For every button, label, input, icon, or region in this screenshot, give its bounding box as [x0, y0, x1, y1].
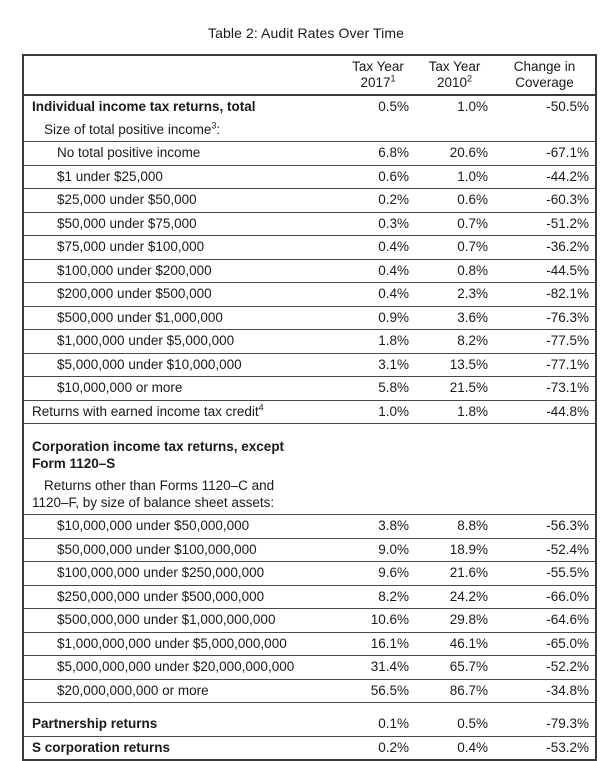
- row-value: -34.8%: [546, 682, 589, 698]
- row-label-line: $100,000,000 under $250,000,000: [57, 565, 265, 580]
- row-value: 0.2%: [378, 739, 409, 755]
- table-row: [23, 283, 596, 307]
- row-label-line: Individual income tax returns, total: [32, 99, 256, 114]
- row-value: 31.4%: [370, 659, 409, 674]
- row-value: 56.5%: [370, 682, 409, 698]
- row-value: 21.6%: [449, 565, 488, 580]
- row-value: 0.4%: [378, 286, 409, 301]
- row-value: 0.4%: [378, 262, 409, 278]
- table-row: [23, 400, 596, 424]
- row-value: 0.3%: [378, 215, 409, 231]
- row-label: [23, 436, 341, 475]
- table-title: Table 2: Audit Rates Over Time: [208, 25, 404, 41]
- row-value: 16.1%: [370, 635, 409, 651]
- header-line: 2017$^1$: [360, 73, 396, 90]
- table-header: [23, 55, 596, 95]
- table-row: [23, 713, 596, 736]
- spacer-row: [23, 424, 596, 437]
- row-value: 0.5%: [378, 99, 409, 114]
- table-row: [23, 475, 596, 515]
- row-label: [23, 400, 341, 424]
- table-row: [23, 656, 596, 680]
- header-tax-year-2017: [341, 55, 415, 95]
- row-label: [23, 562, 341, 586]
- row-label-line: $20,000,000,000 or more: [57, 682, 209, 698]
- table-row: [23, 562, 596, 586]
- table-row: [23, 259, 596, 283]
- audit-table-body: [23, 95, 596, 760]
- row-label: [23, 119, 341, 142]
- row-label-line: Returns other than Forms 1120–C and: [44, 478, 275, 493]
- table-row: [23, 189, 596, 213]
- table-row: [23, 142, 596, 166]
- row-value: 13.5%: [449, 356, 488, 372]
- row-value: 8.8%: [457, 518, 488, 533]
- row-value: -52.4%: [546, 541, 589, 557]
- table-row: [23, 436, 596, 475]
- row-value: 20.6%: [449, 145, 488, 160]
- row-value: 1.0%: [457, 168, 488, 184]
- row-value: -76.3%: [546, 309, 589, 325]
- table-row: [23, 515, 596, 539]
- row-value: -44.5%: [546, 262, 589, 278]
- footnote-marker: 2: [467, 73, 473, 84]
- row-value: -66.0%: [546, 588, 589, 604]
- header-line: Change in: [513, 59, 576, 74]
- row-label: [23, 538, 341, 562]
- row-value: [415, 436, 494, 475]
- row-label-line: Returns with earned income tax credit$^4$: [32, 402, 264, 419]
- row-value: -60.3%: [546, 192, 589, 207]
- row-value: 46.1%: [449, 635, 488, 651]
- row-label-line: S corporation returns: [32, 739, 171, 755]
- row-value: 9.0%: [378, 541, 409, 557]
- row-value: 18.9%: [449, 541, 488, 557]
- row-label: [23, 736, 341, 760]
- row-label: [23, 283, 341, 307]
- table-row: [23, 736, 596, 760]
- row-label-line: $75,000 under $100,000: [57, 239, 205, 254]
- row-value: -52.2%: [546, 659, 589, 674]
- row-value: -73.1%: [546, 380, 589, 395]
- row-label: [23, 377, 341, 401]
- row-value: 0.5%: [457, 716, 488, 731]
- row-value: [341, 119, 415, 142]
- row-value: -53.2%: [546, 739, 589, 755]
- row-label: [23, 165, 341, 189]
- header-label-cell: [23, 55, 341, 95]
- audit-rates-table: [22, 54, 597, 761]
- row-value: -67.1%: [546, 145, 589, 160]
- table-row: [23, 538, 596, 562]
- row-label-line: $500,000 under $1,000,000: [57, 309, 223, 325]
- row-label: [23, 189, 341, 213]
- row-value: 0.8%: [457, 262, 488, 278]
- row-value: -44.2%: [546, 168, 589, 184]
- row-value: 0.7%: [457, 215, 488, 231]
- header-line: 2010$^2$: [436, 73, 473, 90]
- footnote-marker: 1: [390, 73, 396, 84]
- row-value: 21.5%: [449, 380, 488, 395]
- footnote-marker: 4: [258, 402, 264, 412]
- row-label: [23, 306, 341, 330]
- row-label-line: $50,000,000 under $100,000,000: [57, 541, 257, 557]
- row-label: [23, 142, 341, 166]
- row-value: 10.6%: [370, 612, 409, 627]
- row-label-line: $10,000,000 under $50,000,000: [57, 518, 250, 533]
- row-label-line: $1,000,000,000 under $5,000,000,000: [57, 635, 287, 651]
- row-label-line: $500,000,000 under $1,000,000,000: [57, 612, 276, 627]
- row-label-line: Size of total positive income$^3$:: [44, 120, 221, 137]
- row-label-line: $50,000 under $75,000: [57, 215, 197, 231]
- row-value: 86.7%: [449, 682, 488, 698]
- row-value: 5.8%: [378, 380, 409, 395]
- table-row: [23, 119, 596, 142]
- table-row: [23, 353, 596, 377]
- row-label-line: $100,000 under $200,000: [57, 262, 212, 278]
- footnote-marker: 3: [211, 120, 217, 130]
- row-label-line: $1 under $25,000: [57, 168, 163, 184]
- spacer-row: [23, 703, 596, 714]
- row-label: [23, 475, 341, 515]
- table-row: [23, 306, 596, 330]
- row-label: [23, 585, 341, 609]
- table-row: [23, 165, 596, 189]
- row-label-line: $200,000 under $500,000: [57, 286, 212, 301]
- row-value: 8.2%: [378, 588, 409, 604]
- row-label: [23, 330, 341, 354]
- table-row: [23, 330, 596, 354]
- row-label: [23, 609, 341, 633]
- row-value: -65.0%: [546, 635, 589, 651]
- table-row: [23, 632, 596, 656]
- row-label: [23, 353, 341, 377]
- row-value: [415, 119, 494, 142]
- row-label-line: Form 1120–S: [32, 455, 116, 471]
- row-value: 3.1%: [378, 356, 409, 372]
- row-label: [23, 632, 341, 656]
- header-change-in-coverage: [494, 55, 596, 95]
- row-label-line: $5,000,000 under $10,000,000: [57, 356, 242, 372]
- row-value: 9.6%: [378, 565, 409, 580]
- header-line: Tax Year: [352, 59, 404, 74]
- row-value: 0.4%: [378, 239, 409, 254]
- row-value: 3.8%: [378, 518, 409, 533]
- row-label: [23, 95, 341, 119]
- row-label-line: $1,000,000 under $5,000,000: [57, 333, 235, 348]
- row-value: 1.0%: [378, 403, 409, 419]
- row-value: -77.1%: [546, 356, 589, 372]
- row-value: [415, 475, 494, 515]
- header-tax-year-2010: [415, 55, 494, 95]
- table-row: [23, 585, 596, 609]
- row-value: [494, 436, 596, 475]
- row-label: [23, 259, 341, 283]
- row-value: 0.2%: [378, 192, 409, 207]
- row-value: -79.3%: [546, 716, 589, 731]
- row-value: -77.5%: [546, 333, 589, 348]
- row-label-line: Partnership returns: [32, 716, 158, 731]
- row-value: -64.6%: [546, 612, 589, 627]
- header-row: [23, 55, 596, 95]
- row-value: [494, 119, 596, 142]
- row-value: -56.3%: [546, 518, 589, 533]
- row-label-line: $250,000,000 under $500,000,000: [57, 588, 265, 604]
- row-value: [341, 475, 415, 515]
- row-label: [23, 713, 341, 736]
- header-line: Coverage: [515, 75, 574, 90]
- row-label-line: No total positive income: [57, 145, 201, 160]
- row-label-line: $10,000,000 or more: [57, 380, 183, 395]
- header-line: Tax Year: [428, 59, 481, 74]
- row-label: [23, 656, 341, 680]
- table-row: [23, 212, 596, 236]
- row-label: [23, 212, 341, 236]
- row-value: -50.5%: [546, 99, 589, 114]
- row-value: 1.8%: [378, 333, 409, 348]
- row-label-line: Corporation income tax returns, except: [32, 439, 285, 454]
- row-value: 1.8%: [457, 403, 488, 419]
- spacer-cell: [23, 703, 596, 714]
- row-value: -36.2%: [546, 239, 589, 254]
- row-value: 0.7%: [457, 239, 488, 254]
- row-value: -82.1%: [546, 286, 589, 301]
- row-value: 24.2%: [449, 588, 488, 604]
- row-value: 3.6%: [457, 309, 488, 325]
- row-value: -51.2%: [546, 215, 589, 231]
- row-label: [23, 679, 341, 703]
- table-row: [23, 377, 596, 401]
- spacer-cell: [23, 424, 596, 437]
- row-value: 0.6%: [457, 192, 488, 207]
- row-value: 0.6%: [378, 168, 409, 184]
- row-value: 65.7%: [449, 659, 488, 674]
- row-label: [23, 515, 341, 539]
- row-value: [341, 436, 415, 475]
- row-value: -55.5%: [546, 565, 589, 580]
- row-value: 8.2%: [457, 333, 488, 348]
- row-label-line: $5,000,000,000 under $20,000,000,000: [57, 659, 295, 674]
- row-value: 0.4%: [457, 739, 488, 755]
- row-label-line: $25,000 under $50,000: [57, 192, 197, 207]
- row-value: 29.8%: [449, 612, 488, 627]
- row-value: [494, 475, 596, 515]
- table-row: [23, 95, 596, 119]
- table-row: [23, 236, 596, 260]
- row-value: 0.9%: [378, 309, 409, 325]
- table-row: [23, 609, 596, 633]
- row-value: 1.0%: [457, 99, 488, 114]
- row-value: -44.8%: [546, 403, 589, 419]
- table-row: [23, 679, 596, 703]
- row-value: 2.3%: [457, 286, 488, 301]
- row-label-line: 1120–F, by size of balance sheet assets:: [32, 494, 275, 510]
- row-value: 0.1%: [378, 716, 409, 731]
- row-value: 6.8%: [378, 145, 409, 160]
- row-label: [23, 236, 341, 260]
